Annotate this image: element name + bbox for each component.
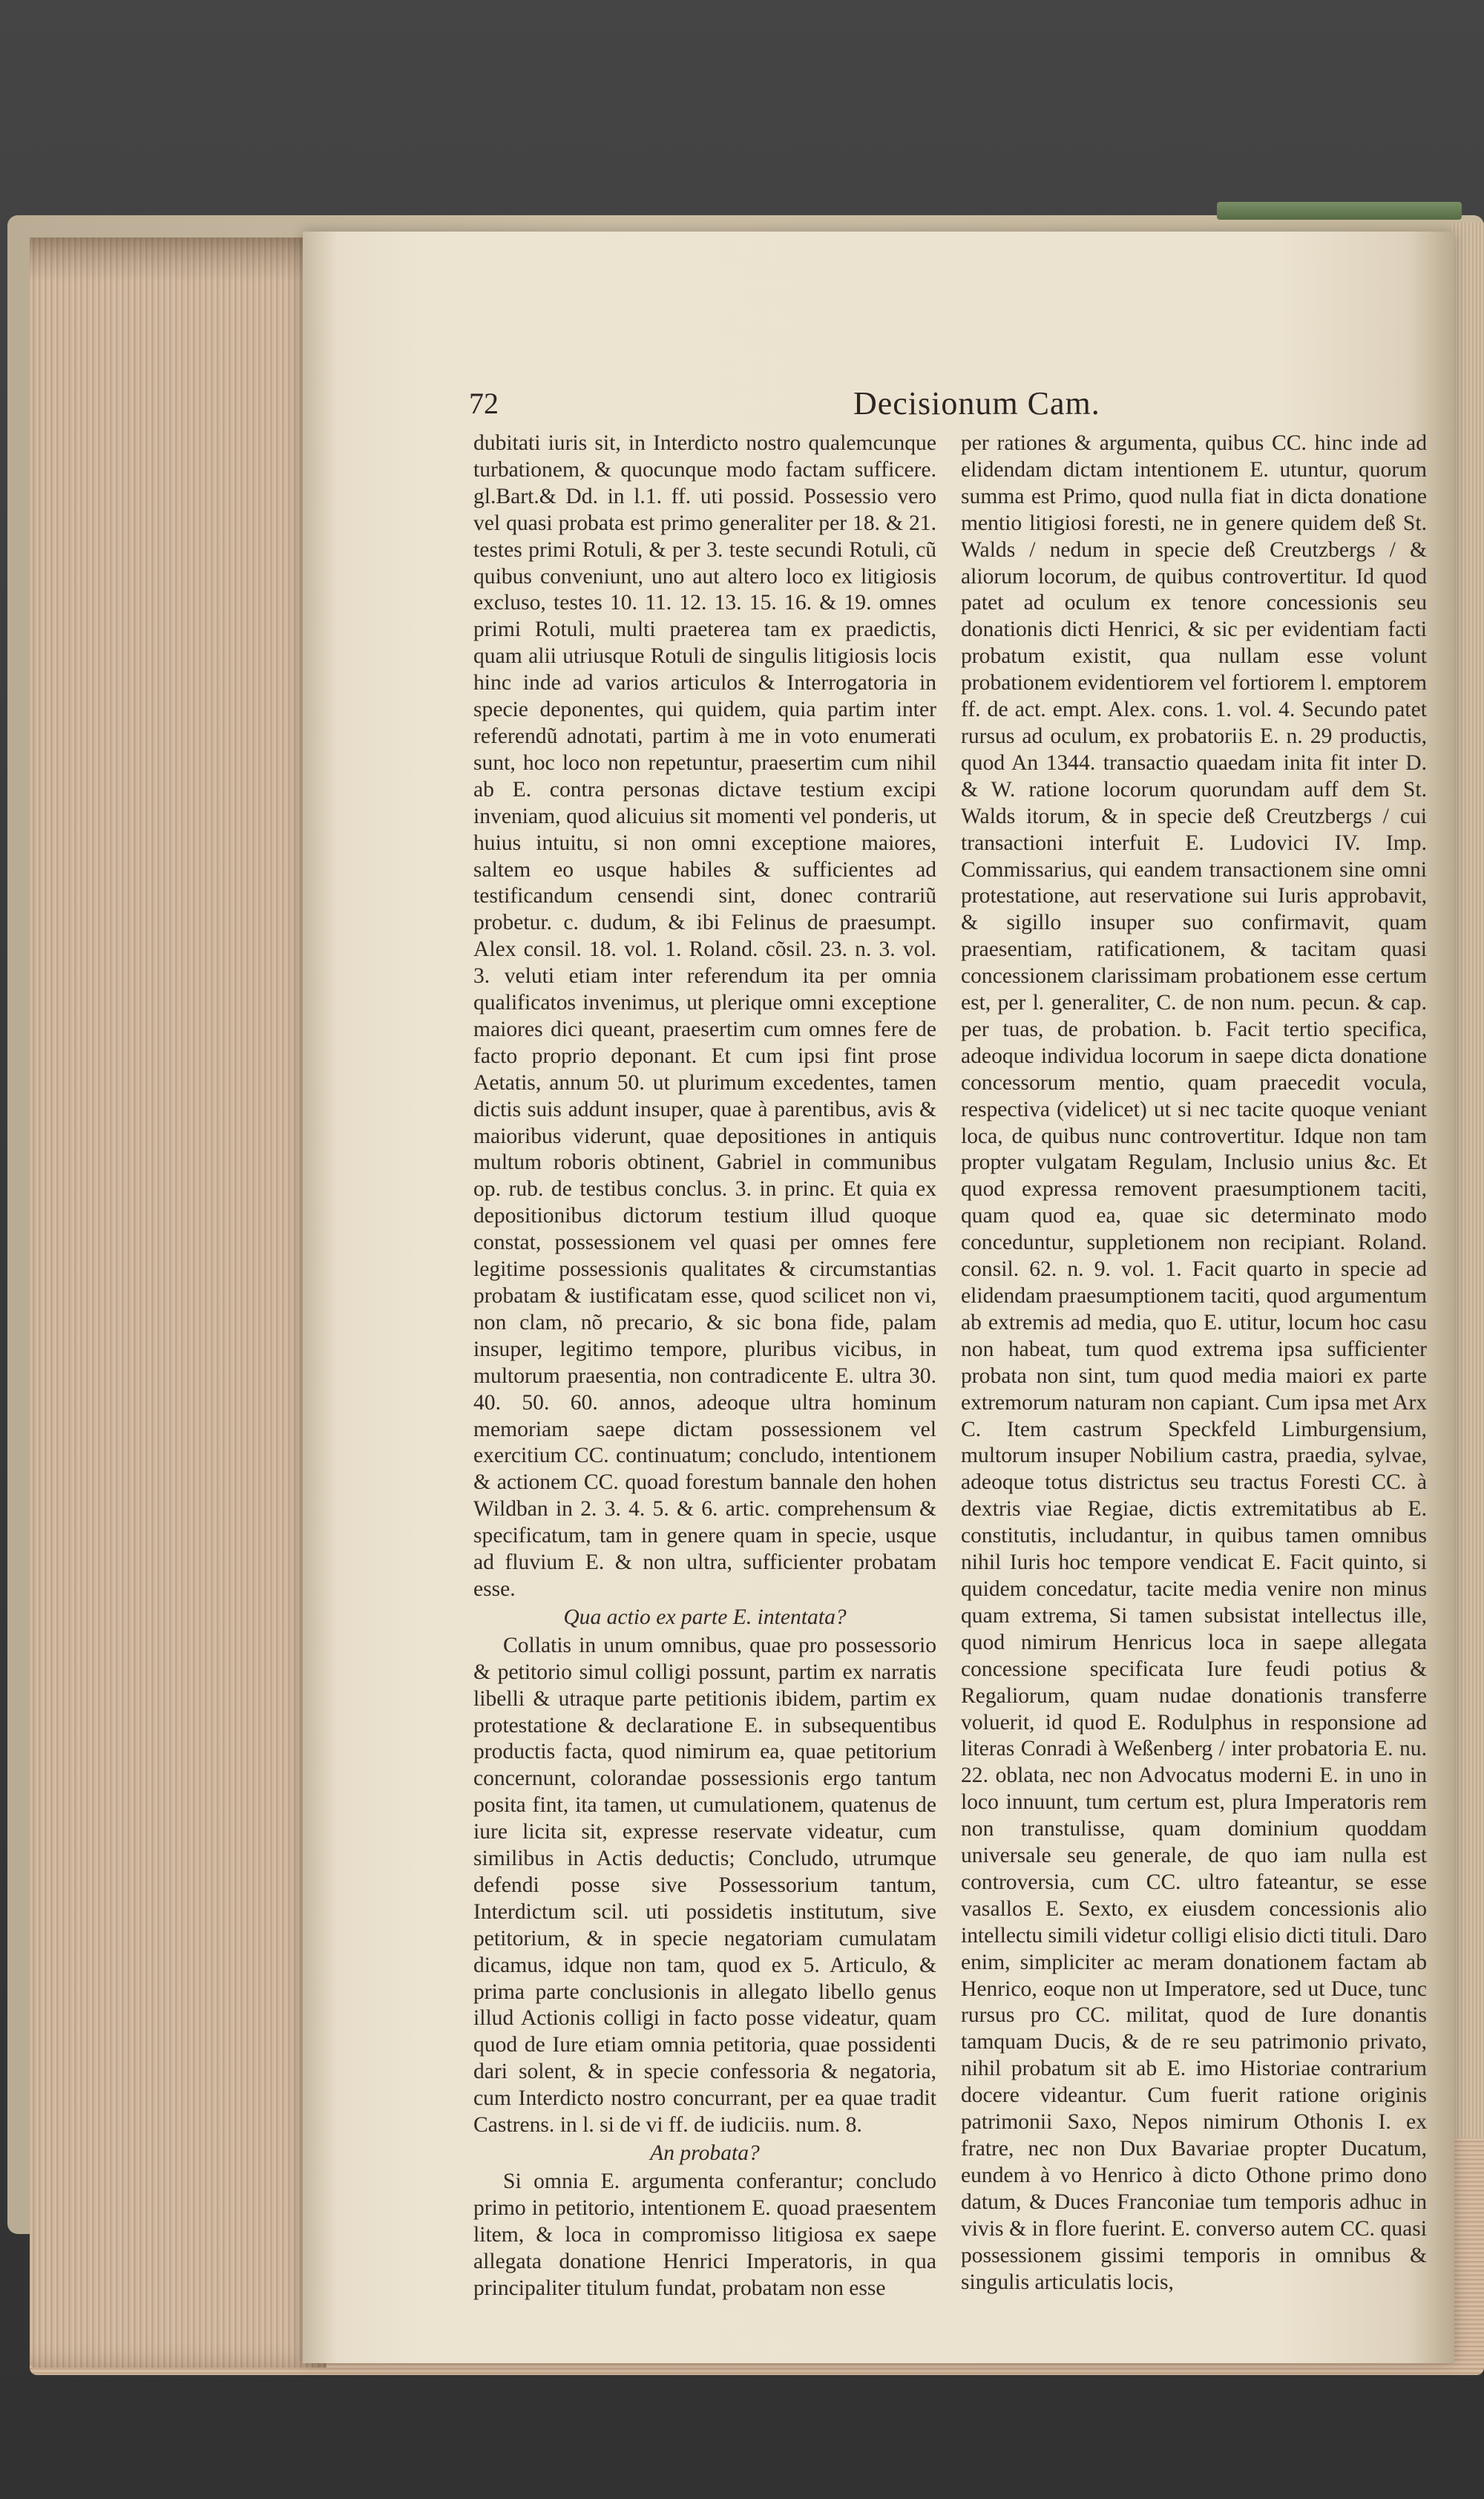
bookmark-ribbon [1217,202,1462,220]
left-column [473,430,936,2302]
right-paragraph-1: per rationes & argumenta, quibus CC. hinc inde ad elidendam dictam intentionem E. utuntur, quorum summa est Primo, quod nulla fiat in dicta donatione mentio litigiosi foresti, ne in genere quidem deß St. Walds / nedum in specie deß Creutzbergs / & aliorum locorum, de quibus controvertitur. Id quod patet ad oculum ex tenore concessionis seu donationis dicti Henrici, & sic per evidentiam facti probatum existit, qua nullam esse volunt probationem evidentiorem vel fortiorem l. emptorem ff. de act. empt. Alex. cons. 1. vol. 4. Secundo patet rursus ad oculum, ex probatoriis E. n. 29 productis, quod An 1344. transactio quaedam inita fit inter D. & W. ratione locorum quorundam auff dem St. Walds itorum, & in specie deß Creutzbergs / cui transactioni interfuit E. Ludovici IV. Imp. Commissarius, qui eandem transactionem sine omni protestatione, aut reservatione sui Iuris approbavit, & sigillo insuper suo confirmavit, quam praesentiam, ratificationem, & tacitam quasi concessionem clarissimam probationem esse certum est, per l. generaliter, C. de non num. pecun. & cap. per tuas, de probation. b. Facit tertio specifica, adeoque individua locorum in saepe dicta donatione concessorum mentio, quam praecedit vocula, respectiva (videlicet) ut si nec tacite quoque veniant loca, de quibus nunc controvertitur. Idque non tam propter vulgatam Regulam, Inclusio unius &c. Et quod expressa removent praesumptionem taciti, quam quod ea, quae sic determinato modo conceduntur, suppletionem non recipiant. Roland. consil. 62. n. 9. vol. 1. Facit quarto in specie ad elidendam praesumptionem taciti, quod argumentum ab extremis ad media, quo E. utitur, locum hoc casu non habeat, tum quod extrema ipsa sufficienter probata non sint, tum quod media maiori ex parte extremorum naturam non capiant. Cum ipsa met Arx C. Item castrum Speckfeld Limburgensium, multorum insuper Nobilium castra, praedia, sylvae, adeoque totus districtus seu tractus Foresti CC. à dextris viae Regiae, dictis extremitatibus ab E. constitutis, includantur, in quibus tamen omnibus nihil Iuris hoc tempore vendicat E. Facit quinto, si quidem concedatur, tacite media venire non minus quam extrema, Si tamen subsistat intellectus ille, quod nimirum Henricus loca in saepe allegata concessione specificata Iure feudi potius & Regaliorum, quam nudae donationis transferre voluerit, id quod E. Rodulphus in responsione ad literas Conradi à Weßenberg / inter probatoria E. nu. 22. oblata, nec non Advocatus moderni E. in uno in loco innuunt, tum certum est, plura Imperatoris rem non transtulisse, quam dominium quoddam universale seu generale, de quo iam nulla est controversia, cum CC. ultro fateantur, se esse vasallos E. Sexto, ex eiusdem concessionis alio intellectu simili videtur colligi elisio dicti tituli. Daro enim, simpliciter ac meram donationem factam ab Henrico, eoque non ut Imperatore, sed ut Duce, tunc rursus pro CC. militat, quod de Iure donantis tamquam Ducis, & de re seu patrimonio privato, nihil probatum sit ab E. imo Historiae contrarium docere videantur. Cum fuerit ratione originis patrimonii Saxo, Nepos nimirum Othonis I. ex fratre, nec non Dux Bavariae propter Ducatum, eundem à vo Henrico à dicto Othone primo dono datum, & Duces Franconiae tum temporis adhuc in vivis & in flore fuerint. E. converso autem CC. quasi possessionem gissimi temporis in omnibus & singulis articulatis locis, [961,431,1427,2294]
page-number: 72 [469,387,499,420]
left-paragraph-2: Collatis in unum omnibus, quae pro possessorio & petitorio simul colligi possunt, partim ex narratis libelli & utraque parte petitionis ibidem, partim ex protestatione & declaratione E. in subsequentibus productis facta, quod nimirum ea, quae petitorium concernunt, colorandae possessionis ergo tantum posita fint, ita tamen, ut cumulationem, quatenus de iure licita sit, expresse reservate videatur, cum similibus in Actis deductis; Concludo, utrumque defendi posse sive Possessorium tantum, Interdictum scil. uti possidetis institutum, sive petitorium, & in specie negatoriam cumulatam dicamus, idque non tam, quod ex 5. Articulo, & prima parte conclusionis in allegato libello genus illud Actionis colligi in facto posse videatur, quam quod de Iure etiam omnia petitoria, quae possidenti dari solent, & in specie confessoria & negatoria, cum Interdicto nostro concurrant, per ea quae tradit Castrens. in l. si de vi ff. de iudiciis. num. 8. [473,1633,936,2138]
left-paragraph-3: Si omnia E. argumenta conferantur; concludo primo in petitorio, intentionem E. quoad praesentem litem, & loca in compromisso litigiosa ex saepe allegata donatione Henrici Imperatoris, in qua principaliter titulum fundat, probatam non esse [473,2169,936,2300]
section-heading-probata: An probata? [650,2141,760,2165]
running-head: Decisionum Cam. [853,385,1100,422]
right-column [961,430,1427,2296]
page-block-left [30,238,326,2368]
right-page-edges [1451,223,1484,2227]
left-paragraph-1: dubitati iuris sit, in Interdicto nostro qualemcunque turbationem, & quocunque modo factam sufficere. gl.Bart.& Dd. in l.1. ff. uti possid. Possessio vero vel quasi probata est primo generaliter per 18. & 21. testes primi Rotuli, & per 3. teste secundi Rotuli, cũ quibus conveniunt, uno aut altero loco ex litigiosis excluso, testes 10. 11. 12. 13. 15. 16. & 19. omnes primi Rotuli, multi praeterea tam ex praedictis, quam alii utriusque Rotuli de singulis litigiosis locis hinc inde ad varios articulos & Interrogatoria in specie deponentes, qui quidem, quia partim inter referendũ adnotati, partim à me in voto enumerati sunt, hoc loco non repetuntur, praesertim cum nihil ab E. contra personas dictave testium excipi inveniam, quod alicuius sit momenti vel ponderis, ut huius intuitu, si non omni exceptione maiores, saltem eo usque habiles & sufficientes ad testificandum censendi sint, donec contrariũ probetur. c. dudum, & ibi Felinus de praesumpt. Alex consil. 18. vol. 1. Roland. cõsil. 23. n. 3. vol. 3. veluti etiam inter referendum ita per omnia qualificatos invenimus, ut plerique omni exceptione maiores dici queant, praesertim cum omnes fere de facto proprio deponant. Et cum ipsi fint prose Aetatis, annum 50. ut plurimum excedentes, tamen dictis suis addunt insuper, quae à parentibus, avis & maioribus viderunt, quae depositiones in antiquis multum roboris obtinent, Gabriel in communibus op. rub. de testibus conclus. 3. in princ. Et quia ex depositionibus dictorum testium illud quoque constat, possessionem vel quasi per omnes fere legitime possessionis qualitates & circumstantias probatam & iustificatam esse, quod scilicet non vi, non clam, nõ precario, & sic bona fide, palam insuper, legitimo tempore, pluribus vicibus, in multorum praesentia, non contradicente E. ultra 30. 40. 50. 60. annos, adeoque ultra hominum memoriam saepe dictam possessionem vel exercitium CC. continuatum; concludo, intentionem & actionem CC. quoad forestum bannale den hohen Wildban in 2. 3. 4. 5. & 6. artic. comprehensum & specificatum, tam in genere quam in specie, usque ad fluvium E. & non ultra, sufficienter probatam esse. [473,431,936,1601]
section-heading-actio: Qua actio ex parte E. intentata? [563,1605,847,1629]
